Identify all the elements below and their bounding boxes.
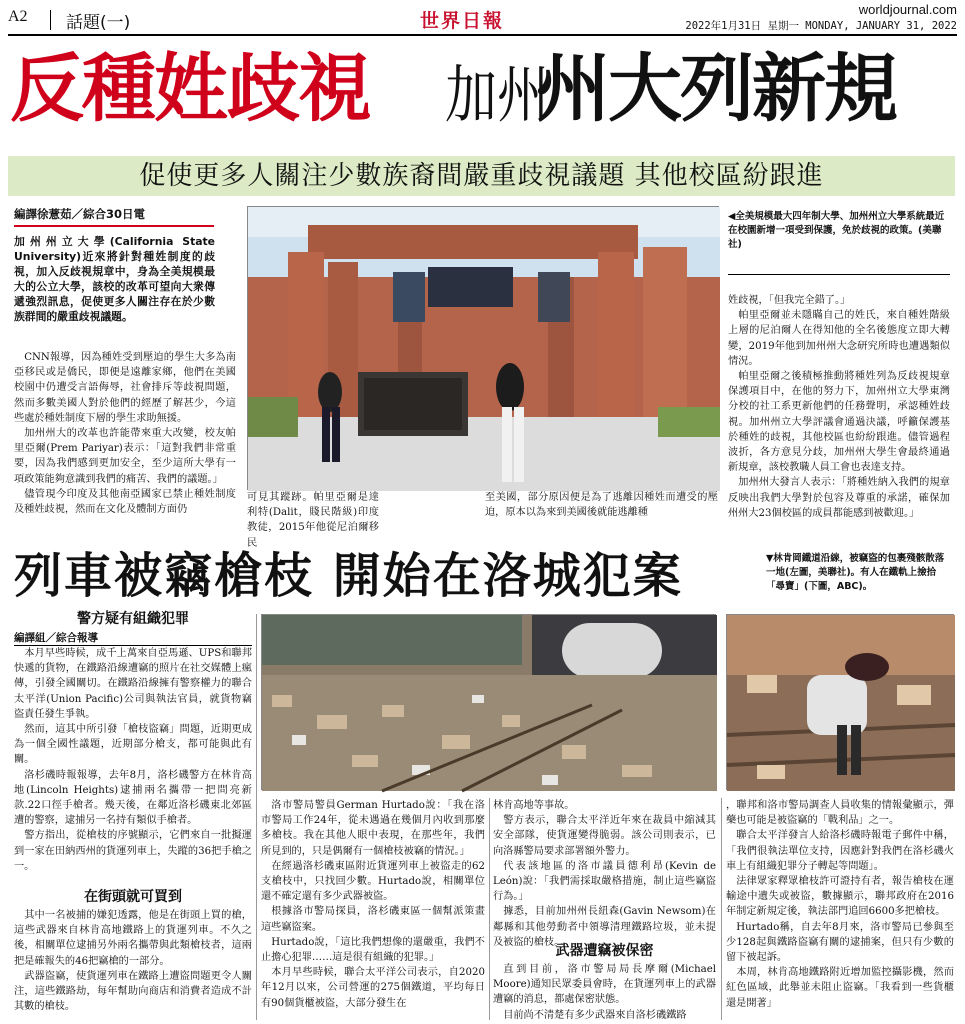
treasure-hunter-photo (726, 614, 954, 790)
divider (728, 274, 950, 275)
railroad-debris-photo (261, 614, 716, 790)
paragraph: 帕里亞爾並未隱瞞自己的姓氏，來自種姓階級上層的尼泊爾人在得知他的全名後態度立即大轉變，2019年他到加州州大念研究所時也遭遇類似情況。 (728, 310, 950, 367)
article1-lede: 加州州立大學(California State University)近來將針對種姓制度的歧視，加入反歧視規章中，身為全美規模最大的公立大學，該校的改革可望向大衆傳遞強烈訊息，促使更多人關注存在於少數族群間的嚴重歧視議題。 (14, 235, 215, 323)
paragraph: 加州州大發言人表示：「將種姓納入我們的規章反映出我們大學對於包容及尊重的承諾，確保加州州大23個校區的成員都能感到被歡迎。」 (728, 477, 950, 519)
paragraph: 洛市警局警員German Hurtado說：「我在洛市警局工作24年，從未遇過在幾個月內收到那麼多槍枝。我在其他人眼中表現，在那些年，我們所見到的，只是偶爾有一個槍枝被竊的情況。」 (261, 800, 485, 857)
article1-under-photo-2: 至美國，部分原因便是為了逃離因種姓而遭受的壓迫，原本以為來到美國後就能逃離種 (485, 492, 718, 519)
paragraph: 法律眾家釋眾槍枝許可證持有者，報告槍枝在運輸途中遺失或被盜，數據顯示，聯邦政府在2016年制定新規定後，執法部門追回6600多把槍枝。 (726, 876, 954, 918)
masthead: 世界日報 (420, 10, 505, 32)
column-rule (489, 798, 490, 1020)
paragraph: 據悉，目前加州州長紐森(Gavin Newsom)在鄰縣和其他勞動者中領導清理鐵路垃圾，並未提及被盜的槍枝。 (493, 906, 716, 948)
headline-part-3: 州大列新規 (536, 46, 896, 132)
article2-subhead-2: 在街頭就可買到 (84, 889, 182, 905)
paragraph: 本月早些時候，成千上萬來自亞馬遜、UPS和聯邦快遞的貨物，在鐵路沿線遭竊的照片在社交媒體上瘋傳，引發全國關切。在鐵路沿線擁有警察權力的聯合太平洋(Union Pacific)公司與執法官員，就貨物竊盜責任發生爭執。 (14, 648, 252, 720)
article2-col2 (261, 798, 485, 1020)
paragraph: 代表該地區的洛市議員德利昂(Kevin de León)說：「我們需採取嚴格措施，制止這些竊盜行為。」 (493, 860, 716, 903)
paragraph: 目前尚不清楚有多少武器來自洛杉磯鐵路 (503, 1009, 687, 1021)
article2-col4 (726, 798, 954, 1020)
paragraph: 本周，林肯高地鐵路附近增加監控攝影機，然而紅色區域，此舉並未阻止盜竊。「我看到一些貨櫃還是開著」 (726, 967, 954, 1009)
website-url[interactable]: worldjournal.com (858, 2, 957, 17)
paragraph: 姓歧視，「但我完全錯了。」 (728, 295, 851, 306)
page-header (8, 2, 957, 36)
article2-byline: 編譯組／綜合報導 (14, 630, 252, 646)
page-number: A2 (8, 8, 28, 25)
article1-byline: 編譯徐薏茹／綜合30日電 (14, 206, 214, 227)
header-divider (50, 10, 51, 30)
subheadline: 促使更多人關注少數族裔間嚴重歧視議題 其他校區紛跟進 (139, 161, 824, 191)
article2-col3b (493, 962, 716, 1020)
section-title: 話題(一) (66, 13, 131, 33)
paragraph: 林肯高地等事故。 (493, 800, 575, 811)
article1-col1 (14, 350, 236, 536)
paragraph: 直到目前，洛市警局局長摩爾(Michael Moore)通知民眾委員會時，在貨運列車上的武器遭竊的消息，都處保密狀態。 (493, 964, 716, 1006)
paragraph: CNN報導，因為種姓受到壓迫的學生大多為南亞移民或是僑民，即便是遠離家鄉，他們在美國校園中仍遭受言語侮辱，社會排斥等歧視問題，然而多數美國人對於他們的經歷了解甚少，今這些處於種姓制度下層的學生求助無援。 (14, 352, 236, 424)
paragraph: 儘管現今印度及其他南亞國家已禁止種姓制度及種姓歧視，然而在文化及體制方面仍 (14, 488, 236, 516)
paragraph: 帕里亞爾之後積極推動將種姓列為反歧視規章保護項目中，在他的努力下，加州州立大學東灣分校的社工系更新他們的任務聲明，承認種姓歧視。加州州立大學評議會通過決議，呼籲保護基於種姓的歧視，其他校區也紛紛跟進。儘管過程波折，各方意見分歧，加州州大學生會最終通過新規章，該校教職人員工會也表達支持。 (728, 371, 950, 474)
article2-col3 (493, 798, 716, 948)
paragraph: Hurtado說，「這比我們想像的還嚴重，我們不止擔心犯罪……這是很有組織的犯罪。」 (261, 936, 485, 964)
article2-subhead-1: 警方疑有組織犯罪 (77, 611, 189, 627)
headline-part-1: 反種姓歧視 (10, 46, 370, 132)
article2-col1b (14, 908, 252, 1018)
article2-subhead-3: 武器遭竊被保密 (555, 943, 654, 959)
paragraph: 聯合太平洋發言人給洛杉磯時報電子郵件中稱，「我們很執法單位支持，因應針對我們在洛杉磯火車上有組織犯罪分子轉起等問題」。 (726, 830, 954, 872)
article1-col3 (728, 293, 950, 538)
article1-under-photo-1: 可見其蹤跡。帕里亞爾是達利特(Dalit，賤民階級)印度教徒，2015年他從尼泊爾移民 (247, 492, 379, 549)
headline-part-2: 加州 (445, 60, 550, 132)
paragraph: 在經過洛杉磯東區附近貨運列車上被盜走的62支槍枝中，只找回少數。Hurtado說，相關單位還不確定還有多少武器被盜。 (261, 860, 485, 903)
article2-side-caption: ▼林肯岡鐵道沿線，被竊盜的包裹殘骸散落一地(左圖，美聯社)。有人在鐵軌上撿拾「尋寶」(下圖，ABC)。 (766, 553, 945, 592)
paragraph: 然而，這其中所引發「槍枝盜竊」問題，近期更成為一個全國性議題，近期部分槍支，都可能與此有關。 (14, 724, 252, 766)
paragraph: 警方指出，從槍枝的序號顯示，它們來自一批擬運到一家在田納西州的貨運列車上，失蹤的36把手槍之一。 (14, 830, 252, 872)
subheadline-bar (8, 156, 955, 196)
paragraph: 警方表示，聯合太平洋近年來在裁員中縮減其安全部隊，使貨運變得脆弱。該公司則表示，已向洛縣警局要求部署額外警力。 (493, 815, 716, 857)
campus-photo (247, 206, 719, 490)
paragraph: 洛杉磯時報報導，去年8月，洛杉磯警方在林肯高地(Lincoln Heights)逮捕兩名攜帶一把問亮新款.22口徑手槍者。幾天後，在鄰近洛杉磯東北郊區遭的警察，逮捕另一名持有類似手槍者。 (14, 769, 252, 827)
column-rule (256, 614, 257, 1020)
paragraph: ，聯邦和洛市警局調查人員收集的情報彙顯示，彈藥也可能是被盜竊的「戰利品」之一。 (726, 800, 954, 827)
article2-headline: 列車被竊槍枝 開始在洛城犯案 (14, 548, 683, 604)
paragraph: 本月早些時候，聯合太平洋公司表示，自2020年12月以來，公司營運的275個鐵道，平均每日有90個貨櫃被盜，大部分發生在 (261, 967, 485, 1009)
paragraph: 其中一名被捕的嫌犯透露，他是在街頭上買的槍，這些武器來自林肯高地鐵路上的貨運列車。不久之後，相關單位逮捕另外兩名攜帶與此類槍枝者，這兩把是確報失的46把竊槍的一部分。 (14, 910, 252, 967)
article2-col1 (14, 646, 252, 884)
paragraph: 加州州大的改革也許能帶來重大改變，校友帕里亞爾(Prem Pariyar)表示：「這對我們非常重要，因為我們感到更加安全，至少這所大學有一項政策能夠意識到我們的痛苦、我們的議題。」 (14, 428, 236, 485)
paragraph: 武器盜竊，使貨運列車在鐵路上遭盜問題更令人關注，這些鐵路劫，每年幫助向商店和消費者造成不計其數的槍枝。 (14, 970, 252, 1013)
paragraph: 根據洛市警局探員，洛杉磯東區一個幫派策畫這些竊盜案。 (261, 906, 485, 933)
issue-date: 2022年1月31日 星期一 MONDAY, JANUARY 31, 2022 (685, 20, 957, 32)
paragraph: Hurtado稱，自去年8月來，洛市警局已參與至少128起與鐵路盜竊有關的逮捕案，但只有少數的留下被起訴。 (726, 921, 954, 964)
column-rule (721, 798, 722, 1020)
photo-caption: ◀全美規模最大四年制大學、加州州立大學系統最近在校園新增一項受到保護，免於歧視的政策。(美聯社) (728, 211, 945, 250)
